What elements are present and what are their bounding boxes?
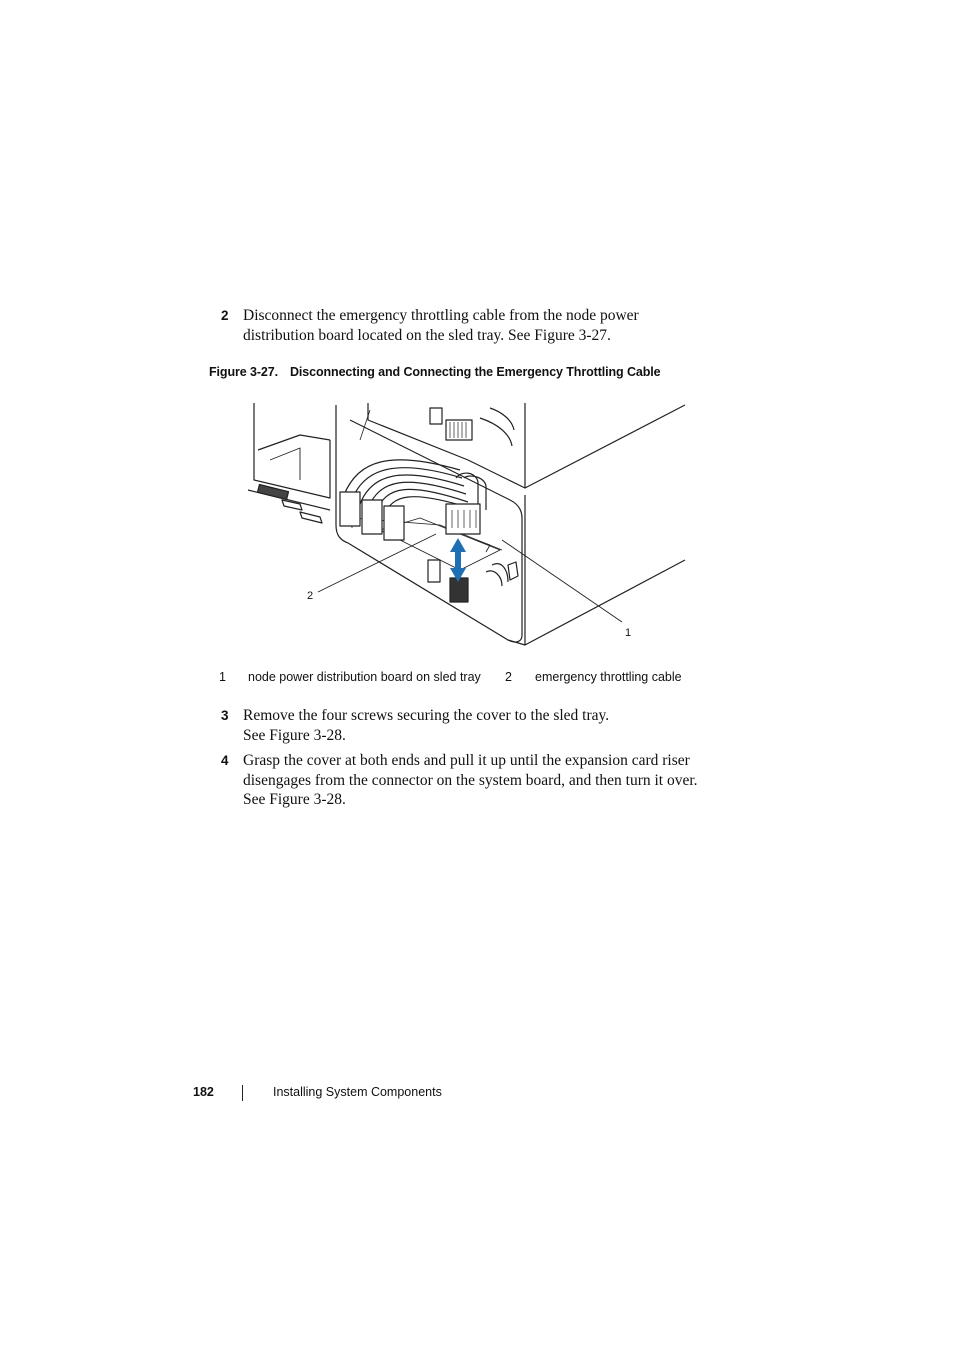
step-line: See Figure 3-28. xyxy=(243,726,346,744)
legend-text-2: emergency throttling cable xyxy=(535,670,682,684)
step-line: See Figure 3-28. xyxy=(243,791,346,808)
footer-divider xyxy=(242,1085,243,1101)
figure-illustration xyxy=(240,400,690,655)
step-text xyxy=(243,306,741,345)
figure-title: Disconnecting and Connecting the Emergency Throttling Cable xyxy=(289,365,661,379)
step-line: distribution board located on the sled tray. See Figure 3-27. xyxy=(243,326,611,344)
step-line: Remove the four screws securing the cover to the sled tray. xyxy=(243,707,610,724)
step-line: Grasp the cover at both ends and pull it up until the expansion card riser xyxy=(243,752,690,769)
sled-tray-diagram xyxy=(240,400,690,655)
step-number: 2 xyxy=(221,308,229,323)
figure-caption xyxy=(209,365,661,379)
figure-label: Figure 3-27. xyxy=(209,365,278,379)
legend-number-1: 1 xyxy=(219,670,226,684)
page-number: 182 xyxy=(193,1085,214,1099)
step-number: 4 xyxy=(221,753,229,768)
step-text xyxy=(243,706,741,745)
step-line: Disconnect the emergency throttling cable from the node power xyxy=(243,307,639,324)
section-title: Installing System Components xyxy=(273,1085,442,1099)
step-number: 3 xyxy=(221,708,229,723)
callout-2: 2 xyxy=(307,590,314,602)
callout-1: 1 xyxy=(625,627,632,639)
step-line: disengages from the connector on the system board, and then turn it over. xyxy=(243,771,698,789)
legend-text-1: node power distribution board on sled tray xyxy=(248,670,481,684)
step-text xyxy=(243,751,741,810)
double-arrow-icon xyxy=(450,538,466,582)
legend-number-2: 2 xyxy=(505,670,512,684)
